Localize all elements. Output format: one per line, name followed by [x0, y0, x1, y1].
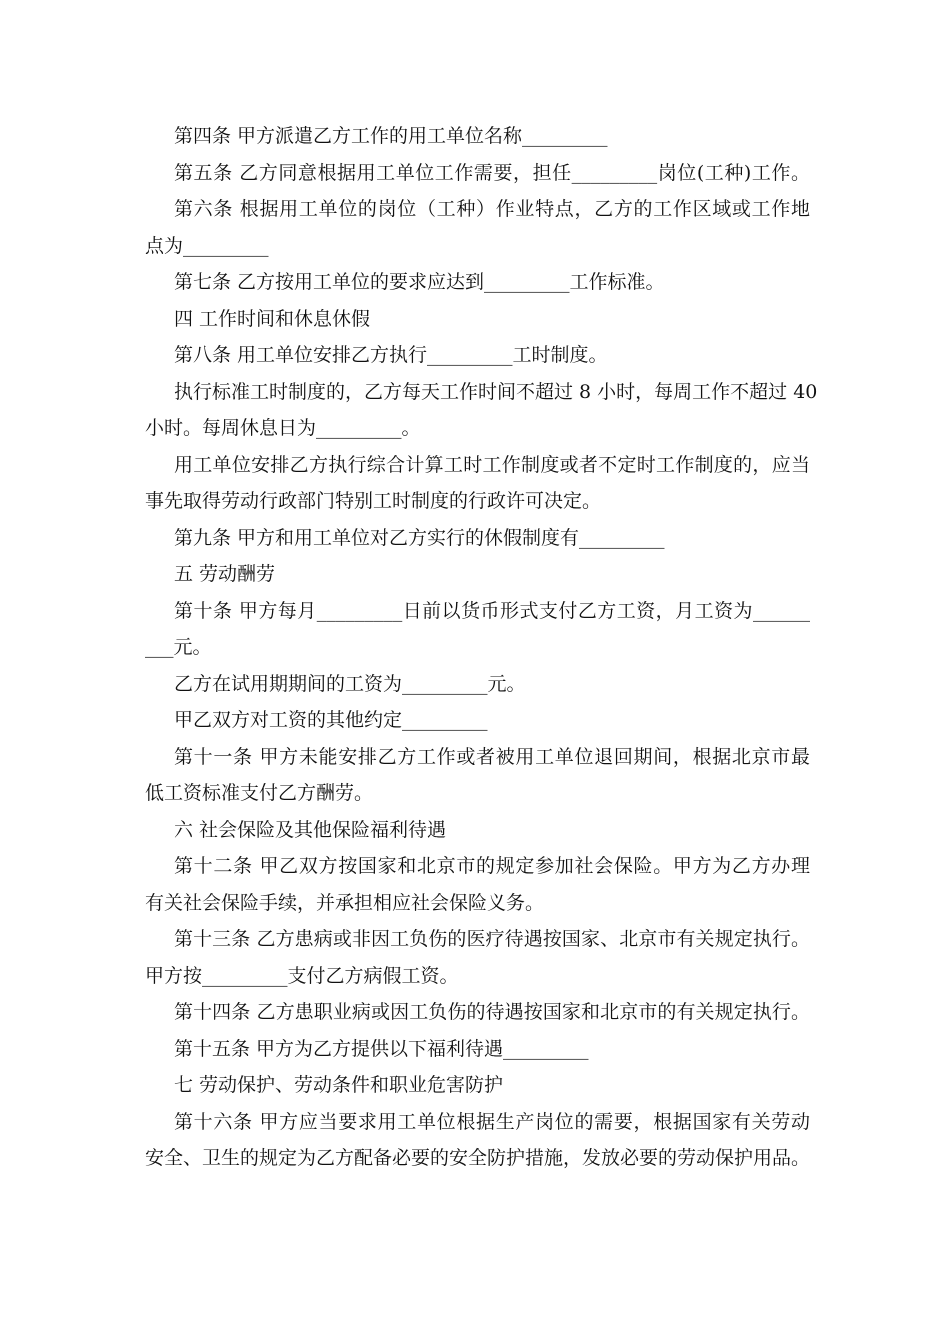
article-11-line-1: 第十一条 甲方未能安排乙方工作或者被用工单位退回期间，根据北京市最: [174, 745, 810, 768]
section-5-heading: 五 劳动酬劳: [174, 563, 276, 585]
article-13-line-2: 甲方按_________支付乙方病假工资。: [145, 964, 459, 987]
article-8: 第八条 用工单位安排乙方执行_________工时制度。: [174, 344, 608, 366]
article-7: 第七条 乙方按用工单位的要求应达到_________工作标准。: [174, 271, 665, 293]
article-13-line-1: 第十三条 乙方患病或非因工负伤的医疗待遇按国家、北京市有关规定执行。: [174, 928, 810, 950]
contract-page: [145, 118, 818, 1177]
article-10-line-1: 第十条 甲方每月_________日前以货币形式支付乙方工资，月工资为______: [174, 599, 810, 622]
article-15: 第十五条 甲方为乙方提供以下福利待遇_________: [174, 1037, 589, 1060]
article-5: 第五条 乙方同意根据用工单位工作需要，担任_________岗位(工种)工作。: [174, 161, 810, 184]
section-4-heading: 四 工作时间和休息休假: [174, 307, 371, 330]
article-12-line-1: 第十二条 甲乙双方按国家和北京市的规定参加社会保险。甲方为乙方办理: [174, 855, 810, 877]
special-hours-line-1: 用工单位安排乙方执行综合计算工时工作制度或者不定时工作制度的，应当: [174, 453, 810, 476]
article-16-line-2: 安全、卫生的规定为乙方配备必要的安全防护措施，发放必要的劳动保护用品。: [145, 1147, 811, 1169]
article-9: 第九条 甲方和用工单位对乙方实行的休假制度有_________: [174, 526, 665, 549]
article-6-line-1: 第六条 根据用工单位的岗位（工种）作业特点，乙方的工作区域或工作地: [174, 198, 810, 220]
article-6-line-2: 点为_________: [145, 234, 269, 257]
other-wage-agreement: 甲乙双方对工资的其他约定_________: [174, 709, 488, 731]
standard-hours-line-1: 执行标准工时制度的，乙方每天工作时间不超过 8 小时，每周工作不超过 40: [174, 380, 818, 403]
article-4: 第四条 甲方派遣乙方工作的用工单位名称_________: [174, 125, 608, 147]
article-16-line-1: 第十六条 甲方应当要求用工单位根据生产岗位的需要，根据国家有关劳动: [174, 1110, 810, 1133]
article-10-line-2: ___元。: [145, 636, 212, 658]
special-hours-line-2: 事先取得劳动行政部门特别工时制度的行政许可决定。: [145, 490, 602, 512]
section-7-heading: 七 劳动保护、劳动条件和职业危害防护: [174, 1074, 504, 1096]
standard-hours-line-2: 小时。每周休息日为_________。: [145, 417, 421, 439]
article-14: 第十四条 乙方患职业病或因工负伤的待遇按国家和北京市的有关规定执行。: [174, 1001, 810, 1023]
probation-wage: 乙方在试用期期间的工资为_________元。: [174, 672, 526, 695]
article-12-line-2: 有关社会保险手续，并承担相应社会保险义务。: [145, 891, 545, 914]
article-11-line-2: 低工资标准支付乙方酬劳。: [145, 782, 374, 804]
section-6-heading: 六 社会保险及其他保险福利待遇: [174, 818, 447, 841]
